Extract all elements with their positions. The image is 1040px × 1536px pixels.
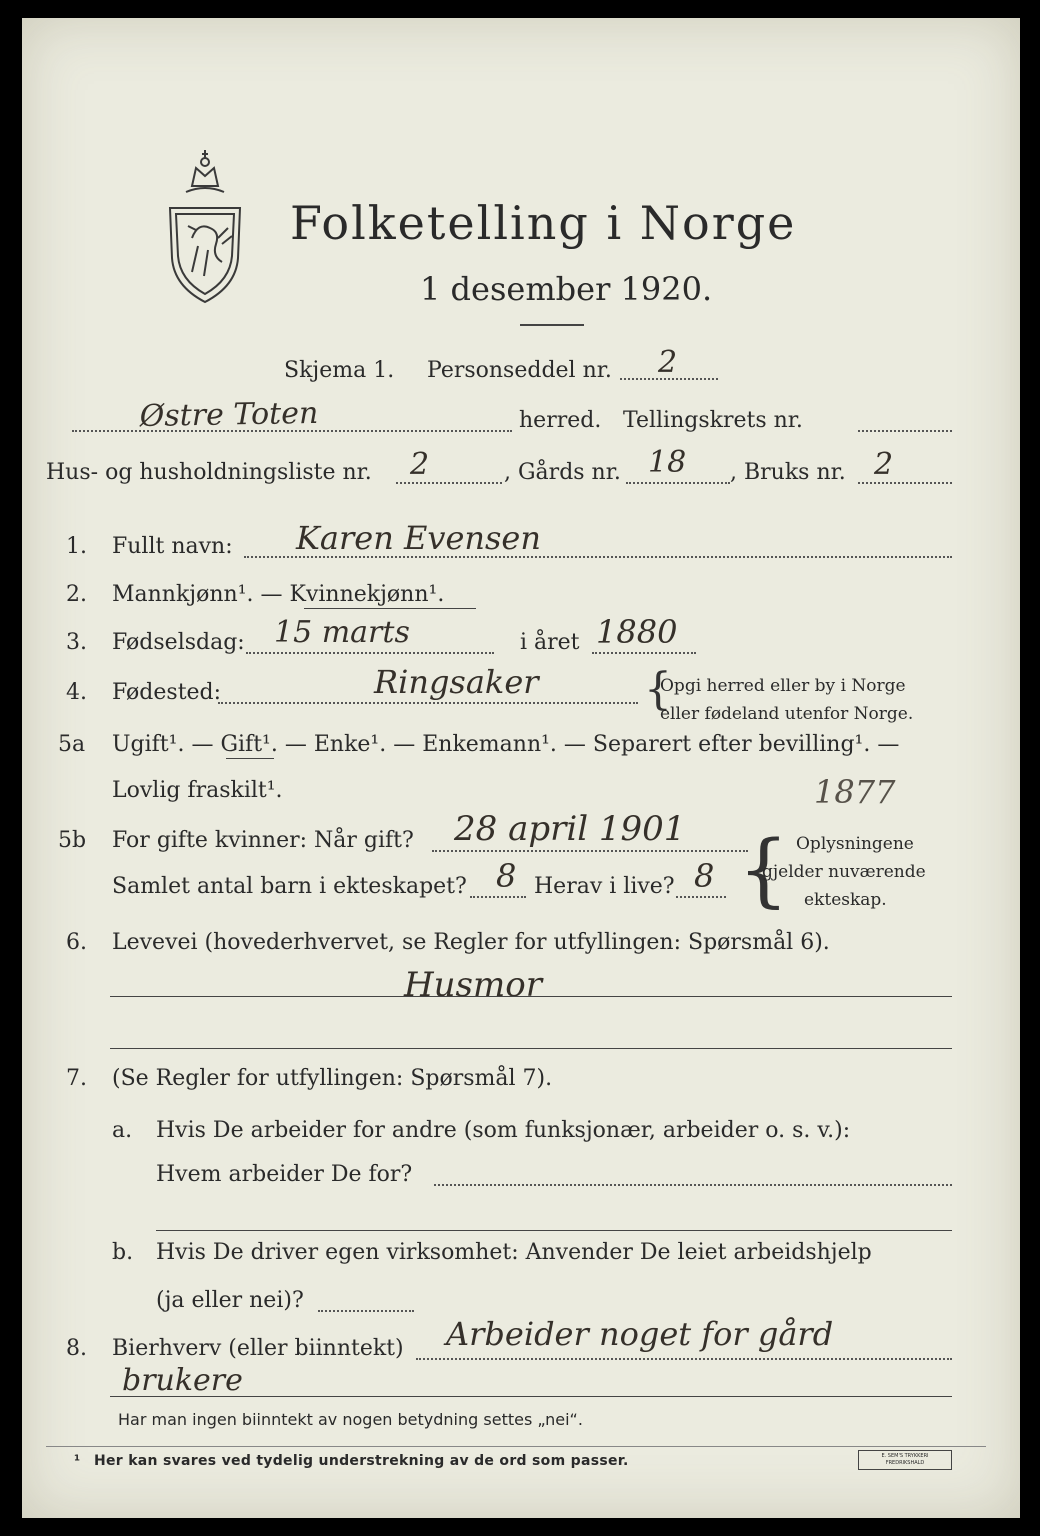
gards-line <box>626 482 730 484</box>
footnote-text: Her kan svares ved tydelig understrekning av de ord som passer. <box>94 1453 629 1469</box>
q6-line-2 <box>110 1048 952 1049</box>
q5a-label: Ugift¹. — Gift¹. — Enke¹. — Enkemann¹. — Separert efter bevilling¹. — <box>112 732 900 757</box>
bruks-line <box>858 482 952 484</box>
q7-label: (Se Regler for utfyllingen: Spørsmål 7). <box>112 1066 553 1091</box>
personseddel-label: Personseddel nr. <box>427 358 612 383</box>
printer-stamp-text: E. SEM'S TRYKKERI FREDRIKSHALD <box>881 1453 929 1466</box>
q5b-note-2: gjelder nuværende <box>762 862 926 882</box>
q8-value-2: brukere <box>122 1363 243 1398</box>
husholdning-value: 2 <box>410 447 430 482</box>
printer-stamp <box>858 1450 952 1470</box>
q5b-value: 28 april 1901 <box>454 809 686 849</box>
bruks-label: , Bruks nr. <box>730 460 846 485</box>
q1-line <box>244 556 952 558</box>
q6-label: Levevei (hovederhvervet, se Regler for utfyllingen: Spørsmål 6). <box>112 930 830 955</box>
herred-line <box>72 430 512 432</box>
q6-value: Husmor <box>404 965 542 1005</box>
q7b-label: Hvis De driver egen virksomhet: Anvender De leiet arbeidshjelp <box>156 1240 872 1265</box>
q3-number: 3. <box>66 630 87 655</box>
q5b-label: For gifte kvinner: Når gift? <box>112 828 414 853</box>
gards-value: 18 <box>648 445 687 480</box>
q2-label: Mannkjønn¹. — Kvinnekjønn¹. <box>112 582 445 607</box>
bruks-value: 2 <box>874 447 894 482</box>
q6-number: 6. <box>66 930 87 955</box>
q3-year-value: 1880 <box>596 613 678 651</box>
q7b-label-2: (ja eller nei)? <box>156 1288 304 1313</box>
q5b-children-label: Samlet antal barn i ekteskapet? <box>112 874 467 899</box>
q3-value: 15 marts <box>274 615 410 650</box>
q4-brace: { <box>644 664 672 715</box>
q5a-margin-note: 1877 <box>814 773 896 811</box>
q2-underline-kvinnekjonn <box>304 608 476 609</box>
q7b-line <box>318 1310 414 1312</box>
q3-line <box>246 652 494 654</box>
q5b-brace: { <box>738 823 789 916</box>
q3-year-label: i året <box>520 630 580 655</box>
q8-line <box>416 1358 952 1360</box>
q7a-label-2: Hvem arbeider De for? <box>156 1162 413 1187</box>
coat-of-arms-icon <box>162 146 248 306</box>
q4-line <box>218 702 638 704</box>
q5a-number: 5a <box>58 732 86 757</box>
q3-year-line <box>592 652 696 654</box>
q8-label: Bierhverv (eller biinntekt) <box>112 1336 404 1361</box>
personseddel-value: 2 <box>658 345 678 380</box>
tellingskrets-label: Tellingskrets nr. <box>623 408 803 433</box>
q3-label: Fødselsdag: <box>112 630 245 655</box>
q7a-letter: a. <box>112 1118 133 1143</box>
q5a-underline-gift <box>226 758 274 759</box>
q6-line-1 <box>110 996 952 997</box>
title-separator <box>520 324 584 326</box>
tellingskrets-line <box>858 430 952 432</box>
q7a-line-1 <box>434 1184 952 1186</box>
husholdning-label: Hus- og husholdningsliste nr. <box>46 460 372 485</box>
biinntekt-note: Har man ingen biinntekt av nogen betydning settes „nei“. <box>118 1410 583 1429</box>
q4-note-1: Opgi herred eller by i Norge <box>660 676 906 696</box>
husholdning-line <box>396 482 502 484</box>
q5b-children-value: 8 <box>496 857 517 895</box>
q7-number: 7. <box>66 1066 87 1091</box>
q5b-note-1: Oplysningene <box>796 834 914 854</box>
q4-note-2: eller fødeland utenfor Norge. <box>660 704 914 724</box>
herred-label: herred. <box>519 408 602 433</box>
census-form-sheet <box>22 18 1020 1518</box>
q4-number: 4. <box>66 680 87 705</box>
q7a-line-2 <box>156 1230 952 1231</box>
personseddel-line <box>620 378 718 380</box>
q5a-label-2: Lovlig fraskilt¹. <box>112 778 283 803</box>
gards-label: , Gårds nr. <box>504 460 621 485</box>
skjema-label: Skjema 1. <box>284 358 395 383</box>
q7b-letter: b. <box>112 1240 134 1265</box>
q5b-line <box>432 850 748 852</box>
census-date: 1 desember 1920. <box>420 270 713 308</box>
footnote-separator <box>46 1446 986 1447</box>
herred-value: Østre Toten <box>139 395 319 434</box>
q7a-label: Hvis De arbeider for andre (som funksjonær, arbeider o. s. v.): <box>156 1118 851 1143</box>
q8-line-2 <box>110 1396 952 1397</box>
q5b-alive-line <box>676 896 726 898</box>
q5b-alive-value: 8 <box>694 857 715 895</box>
q5b-alive-label: Herav i live? <box>534 874 675 899</box>
q5b-note-3: ekteskap. <box>804 890 887 910</box>
q1-value: Karen Evensen <box>296 519 541 557</box>
q1-number: 1. <box>66 534 87 559</box>
q8-value: Arbeider noget for gård <box>446 1315 834 1353</box>
q4-value: Ringsaker <box>374 663 539 701</box>
q2-number: 2. <box>66 582 87 607</box>
footnote-mark: ¹ <box>74 1453 81 1469</box>
q1-label: Fullt navn: <box>112 534 233 559</box>
q8-number: 8. <box>66 1336 87 1361</box>
q5b-number: 5b <box>58 828 87 853</box>
q5b-children-line <box>470 896 526 898</box>
q4-label: Fødested: <box>112 680 222 705</box>
form-title: Folketelling i Norge <box>290 196 797 250</box>
